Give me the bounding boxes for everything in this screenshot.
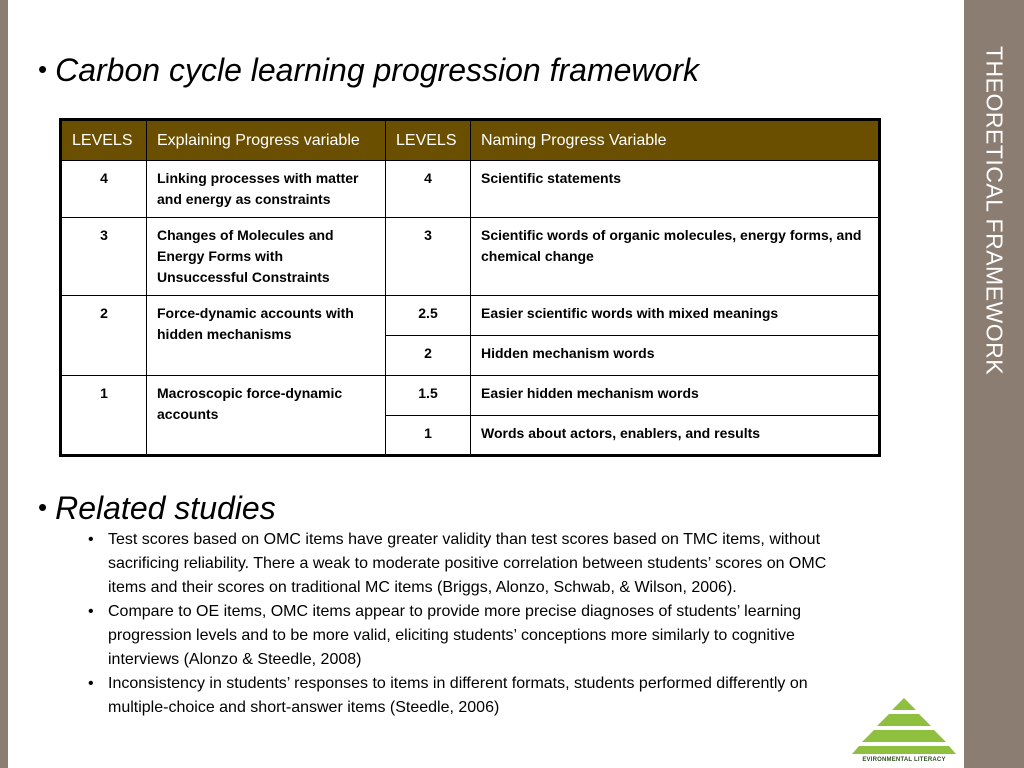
sublevel-cell: 2.5 — [386, 296, 471, 336]
table-row — [61, 296, 880, 336]
heading-carbon-cycle — [38, 52, 699, 89]
naming-cell: Scientific words of organic molecules, energy forms, and chemical change — [471, 218, 880, 296]
sublevel-cell: 2 — [386, 336, 471, 376]
logo-caption: EVIRONMENTAL LITERACY — [862, 757, 946, 763]
sublevel-cell: 1.5 — [386, 376, 471, 416]
naming-cell: Easier hidden mechanism words — [471, 376, 880, 416]
list-item-text: Test scores based on OMC items have greater validity than test scores based on TMC items, without sacrificing reliability. There a weak to moderate positive correlation between students’ scores on OMC items and their scores on traditional MC items (Briggs, Alonzo, Schwab, & Wilson, 2006). — [108, 531, 827, 596]
list-item-text: Inconsistency in students’ responses to items in different formats, students performed differently on multiple-choice and short-answer items (Steedle, 2006) — [108, 675, 808, 716]
naming-cell: Hidden mechanism words — [471, 336, 880, 376]
explaining-cell: Force-dynamic accounts with hidden mechanisms — [147, 296, 386, 376]
table-header-row — [61, 120, 880, 161]
level-cell: 1 — [61, 376, 147, 456]
sublevel-cell: 1 — [386, 416, 471, 456]
list-item — [86, 600, 846, 672]
sublevel-cell: 4 — [386, 161, 471, 218]
table-row — [61, 376, 880, 416]
bullet-icon: • — [38, 54, 48, 84]
level-cell: 4 — [61, 161, 147, 218]
bullet-icon: • — [88, 675, 94, 692]
section-title-vertical: THEORETICAL FRAMEWORK — [981, 46, 1008, 376]
explaining-cell: Linking processes with matter and energy as constraints — [147, 161, 386, 218]
heading-text: Related studies — [55, 490, 276, 526]
list-item-text: Compare to OE items, OMC items appear to provide more precise diagnoses of students’ learning progression levels and to be more valid, eliciting students’ conceptions more similarly to cognitive interviews (Alonzo & Steedle, 2008) — [108, 603, 802, 668]
level-cell: 2 — [61, 296, 147, 376]
bullet-icon: • — [38, 492, 48, 522]
explaining-cell: Macroscopic force-dynamic accounts — [147, 376, 386, 456]
header-explaining-progress: Explaining Progress variable — [147, 120, 386, 161]
list-item — [86, 528, 846, 600]
table-row — [61, 218, 880, 296]
naming-cell: Easier scientific words with mixed meanings — [471, 296, 880, 336]
left-accent-bar — [0, 0, 8, 768]
heading-text: Carbon cycle learning progression framework — [55, 52, 699, 88]
naming-cell: Scientific statements — [471, 161, 880, 218]
heading-related-studies — [38, 490, 276, 527]
header-naming-progress: Naming Progress Variable — [471, 120, 880, 161]
header-levels-2: LEVELS — [386, 120, 471, 161]
table-row — [61, 161, 880, 218]
bullet-icon: • — [88, 531, 94, 548]
explaining-cell: Changes of Molecules and Energy Forms with Unsuccessful Constraints — [147, 218, 386, 296]
learning-progression-table — [59, 118, 881, 457]
naming-cell: Words about actors, enablers, and results — [471, 416, 880, 456]
header-levels: LEVELS — [61, 120, 147, 161]
bullet-icon: • — [88, 603, 94, 620]
related-studies-list — [86, 528, 846, 720]
sublevel-cell: 3 — [386, 218, 471, 296]
list-item — [86, 672, 846, 720]
level-cell: 3 — [61, 218, 147, 296]
